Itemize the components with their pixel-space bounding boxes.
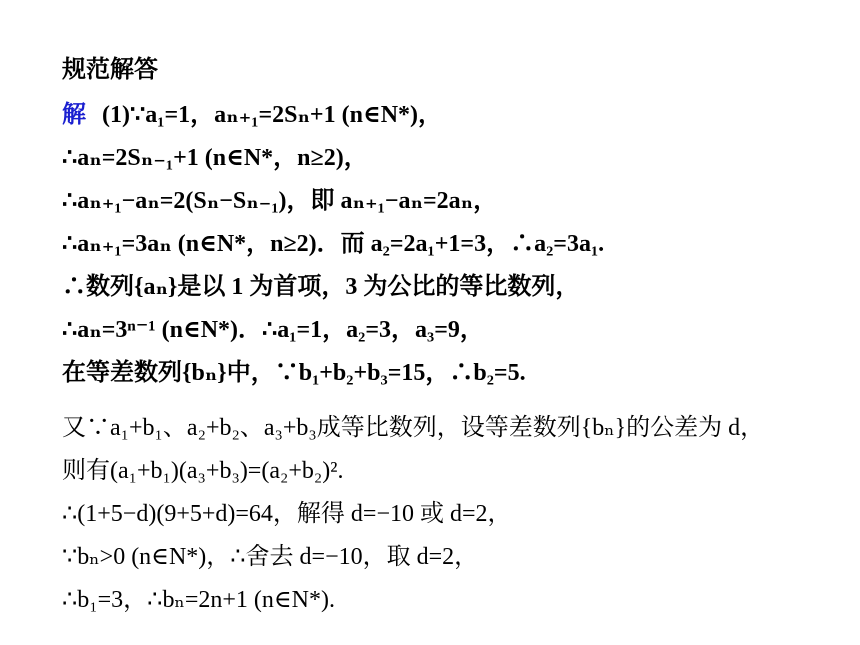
solution-line-6: ∴aₙ=3ⁿ⁻¹ (n∈N*)．∴a₁=1，a₂=3，a₃=9， <box>62 317 484 343</box>
solve-label: 解 <box>62 102 86 128</box>
solution-line-12: ∴b₁=3，∴bₙ=2n+1 (n∈N*). <box>62 587 335 613</box>
solution-line-8: 又∵a₁+b₁、a₂+b₂、a₃+b₃成等比数列，设等差数列{bₙ}的公差为 d， <box>62 415 765 441</box>
solution-line-3: ∴aₙ₊₁−aₙ=2(Sₙ−Sₙ₋₁)，即 aₙ₊₁−aₙ=2aₙ， <box>62 188 498 214</box>
solution-line-10: ∴(1+5−d)(9+5+d)=64，解得 d=−10 或 d=2， <box>62 501 512 527</box>
solution-line-1 <box>62 100 442 130</box>
solution-line-7: 在等差数列{bₙ}中，∵b₁+b₂+b₃=15，∴b₂=5. <box>62 360 526 386</box>
line-text: (1)∵a₁=1，aₙ₊₁=2Sₙ+1 (n∈N*)， <box>102 102 443 128</box>
solution-line-2: ∴aₙ=2Sₙ₋₁+1 (n∈N*，n≥2)， <box>62 145 368 171</box>
solution-line-5: ∴数列{aₙ}是以 1 为首项，3 为公比的等比数列， <box>62 274 580 300</box>
solution-line-4: ∴aₙ₊₁=3aₙ (n∈N*，n≥2)．而 a₂=2a₁+1=3，∴a₂=3a₁. <box>62 231 605 257</box>
solution-line-11: ∵bₙ>0 (n∈N*)，∴舍去 d=−10，取 d=2， <box>62 544 479 570</box>
solution-heading: 规范解答 <box>62 57 158 83</box>
solution-line-9: 则有(a₁+b₁)(a₃+b₃)=(a₂+b₂)². <box>62 458 344 484</box>
